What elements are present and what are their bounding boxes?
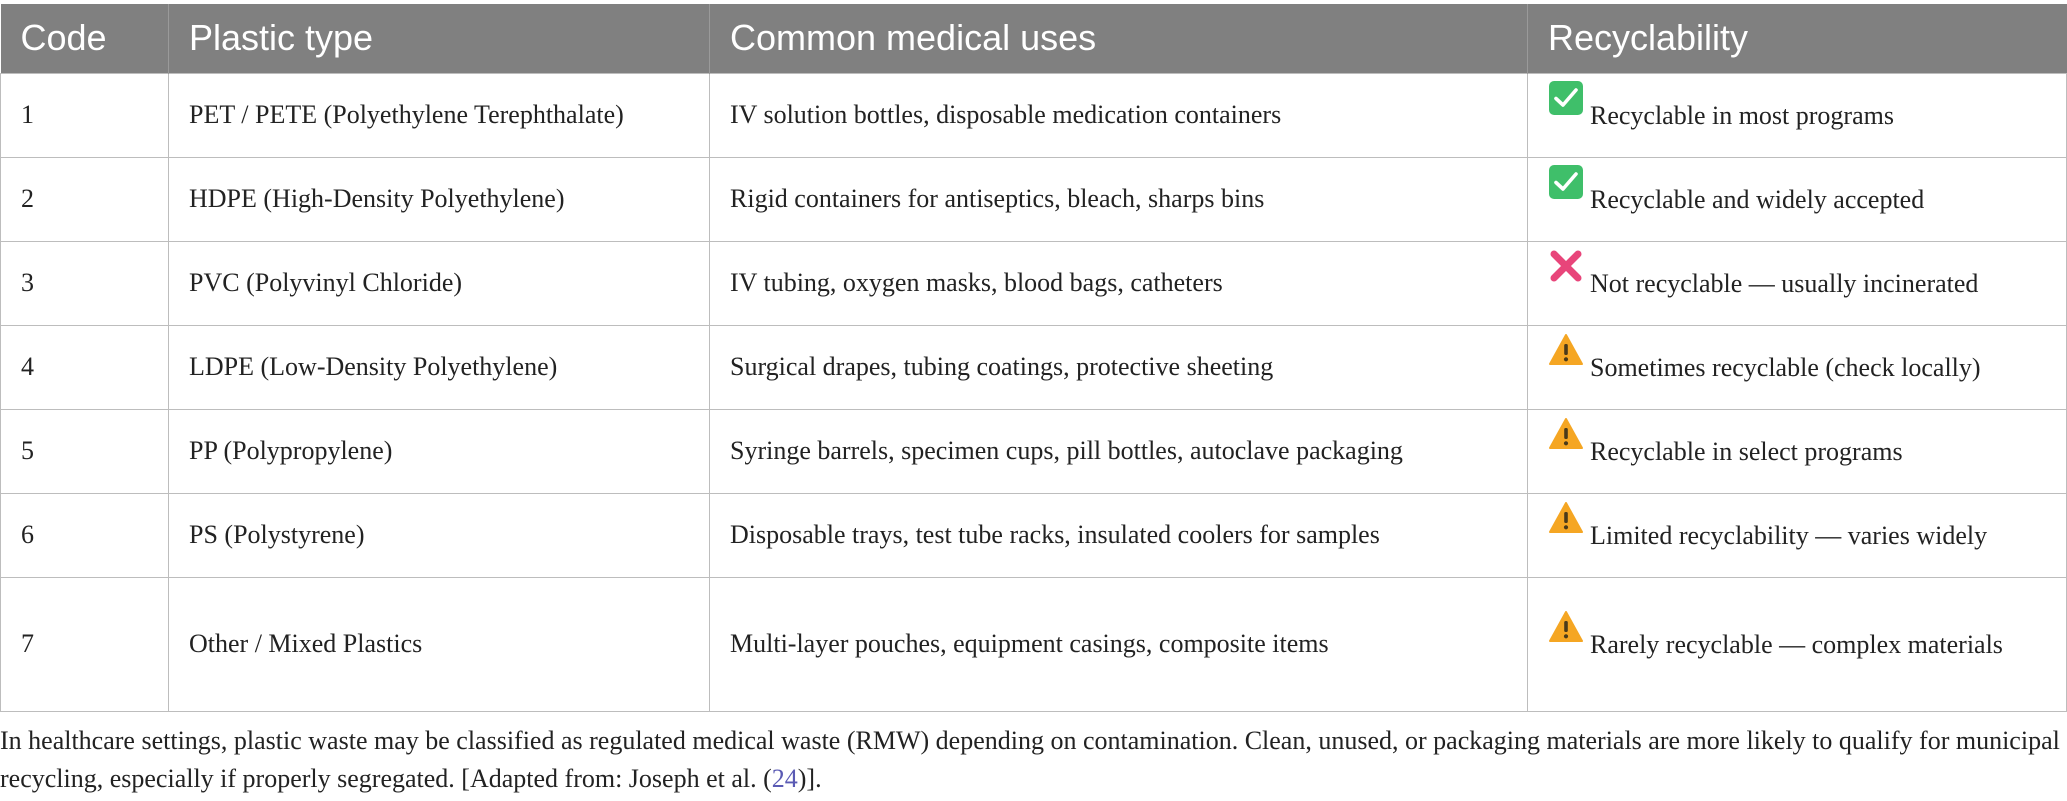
header-plastic-type: Plastic type [169,4,710,73]
table-row [1,493,2067,577]
cell-medical-uses: Rigid containers for antiseptics, bleach, sharps bins [710,157,1528,241]
cell-plastic-type: LDPE (Low-Density Polyethylene) [169,325,710,409]
cell-recyclability [1528,409,2067,493]
reference-link[interactable]: 24 [771,764,798,793]
check-icon [1548,80,1584,116]
cell-plastic-type: PS (Polystyrene) [169,493,710,577]
footnote-text-end: )]. [797,764,822,793]
cell-code: 1 [1,73,169,157]
cell-plastic-type: Other / Mixed Plastics [169,577,710,711]
warning-icon [1548,332,1584,368]
cell-code: 7 [1,577,169,711]
table-row [1,241,2067,325]
cell-medical-uses: Syringe barrels, specimen cups, pill bottles, autoclave packaging [710,409,1528,493]
cell-recyclability [1528,577,2067,711]
recyclability-text: Not recyclable — usually incinerated [1590,268,1979,298]
recyclability-text: Rarely recyclable — complex materials [1590,629,2003,659]
recyclability-text: Recyclable in most programs [1590,100,1894,130]
cell-recyclability [1528,241,2067,325]
recyclability-text: Recyclable in select programs [1590,436,1903,466]
header-common-medical-uses: Common medical uses [710,4,1528,73]
cell-recyclability [1528,493,2067,577]
plastic-types-table [0,4,2067,712]
header-recyclability: Recyclability [1528,4,2067,73]
cell-recyclability [1528,73,2067,157]
cell-plastic-type: HDPE (High-Density Polyethylene) [169,157,710,241]
cell-code: 3 [1,241,169,325]
table-row [1,577,2067,711]
cell-medical-uses: Disposable trays, test tube racks, insulated coolers for samples [710,493,1528,577]
table-row [1,157,2067,241]
table-body [1,73,2067,711]
table-footnote [0,722,2060,798]
cell-medical-uses: IV tubing, oxygen masks, blood bags, catheters [710,241,1528,325]
table-header [1,4,2067,73]
table-row [1,325,2067,409]
warning-icon [1548,609,1584,645]
table-row [1,73,2067,157]
cell-code: 2 [1,157,169,241]
cell-plastic-type: PP (Polypropylene) [169,409,710,493]
cell-code: 4 [1,325,169,409]
header-code: Code [20,17,107,59]
check-icon [1548,164,1584,200]
cell-code: 6 [1,493,169,577]
cell-code: 5 [1,409,169,493]
warning-icon [1548,416,1584,452]
footnote-text: In healthcare settings, plastic waste may be classified as regulated medical waste (RMW) depending on contamination. Clean, unused, or packaging materials are more likely to qualify for municipal recycling, especially if properly segregated. [Adapted from: Joseph et al. ( [0,726,2060,793]
header-row [1,4,2067,73]
cell-recyclability [1528,325,2067,409]
warning-icon [1548,500,1584,536]
table-row [1,409,2067,493]
cell-plastic-type: PET / PETE (Polyethylene Terephthalate) [169,73,710,157]
cell-medical-uses: Multi-layer pouches, equipment casings, composite items [710,577,1528,711]
recyclability-text: Recyclable and widely accepted [1590,184,1925,214]
recyclability-text: Sometimes recyclable (check locally) [1590,352,1981,382]
cell-recyclability [1528,157,2067,241]
cross-icon [1548,248,1584,284]
cell-medical-uses: Surgical drapes, tubing coatings, protective sheeting [710,325,1528,409]
cell-medical-uses: IV solution bottles, disposable medication containers [710,73,1528,157]
recyclability-text: Limited recyclability — varies widely [1590,520,1988,550]
cell-plastic-type: PVC (Polyvinyl Chloride) [169,241,710,325]
